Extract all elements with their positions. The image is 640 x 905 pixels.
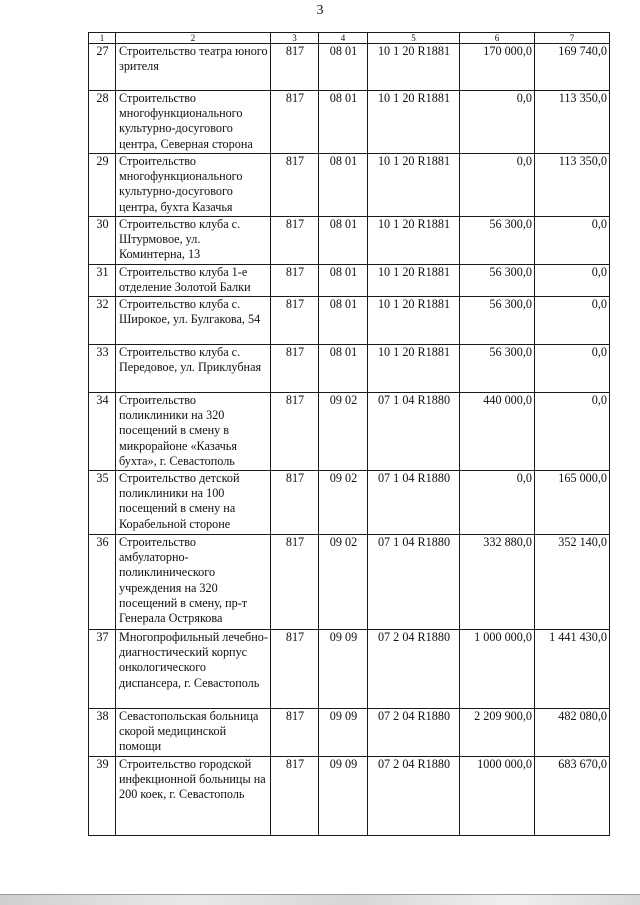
- ministry-code-cell: 817: [271, 709, 319, 757]
- row-number-cell: 28: [89, 91, 116, 154]
- ministry-code-cell: 817: [271, 217, 319, 265]
- section-code-cell: 08 01: [319, 345, 368, 393]
- amount-col6-cell: 56 300,0: [460, 345, 535, 393]
- table-row: [89, 709, 610, 757]
- table-header-row: [89, 33, 610, 44]
- amount-col6-cell: 170 000,0: [460, 44, 535, 91]
- table-row: [89, 44, 610, 91]
- amount-col7-cell: 0,0: [535, 393, 610, 471]
- target-article-cell: 07 1 04 R1880: [368, 393, 460, 471]
- table-row: [89, 393, 610, 471]
- section-code-cell: 08 01: [319, 265, 368, 297]
- target-article-cell: 10 1 20 R1881: [368, 297, 460, 345]
- amount-col6-cell: 56 300,0: [460, 217, 535, 265]
- amount-col7-cell: 683 670,0: [535, 757, 610, 836]
- object-name-cell: Многопрофильный лечебно-диагностический корпус онкологического диспансера, г. Севастополь: [116, 630, 271, 709]
- amount-col6-cell: 1 000 000,0: [460, 630, 535, 709]
- amount-col6-cell: 0,0: [460, 471, 535, 535]
- target-article-cell: 07 1 04 R1880: [368, 471, 460, 535]
- table-row: [89, 265, 610, 297]
- ministry-code-cell: 817: [271, 630, 319, 709]
- section-code-cell: 08 01: [319, 44, 368, 91]
- target-article-cell: 10 1 20 R1881: [368, 217, 460, 265]
- page-number: 3: [316, 3, 324, 18]
- row-number-cell: 35: [89, 471, 116, 535]
- section-code-cell: 09 02: [319, 535, 368, 630]
- column-header: 7: [535, 33, 610, 44]
- ministry-code-cell: 817: [271, 91, 319, 154]
- object-name-cell: Строительство многофункционального культурно-досугового центра, Северная сторона: [116, 91, 271, 154]
- row-number-cell: 27: [89, 44, 116, 91]
- amount-col6-cell: 56 300,0: [460, 265, 535, 297]
- object-name-cell: Строительство многофункционального культурно-досугового центра, бухта Казачья: [116, 154, 271, 217]
- amount-col7-cell: 165 000,0: [535, 471, 610, 535]
- column-header: 6: [460, 33, 535, 44]
- section-code-cell: 08 01: [319, 297, 368, 345]
- table-row: [89, 630, 610, 709]
- object-name-cell: Строительство городской инфекционной больницы на 200 коек, г. Севастополь: [116, 757, 271, 836]
- row-number-cell: 39: [89, 757, 116, 836]
- target-article-cell: 10 1 20 R1881: [368, 265, 460, 297]
- ministry-code-cell: 817: [271, 265, 319, 297]
- ministry-code-cell: 817: [271, 471, 319, 535]
- target-article-cell: 10 1 20 R1881: [368, 91, 460, 154]
- object-name-cell: Строительство клуба с. Передовое, ул. Приклубная: [116, 345, 271, 393]
- target-article-cell: 10 1 20 R1881: [368, 44, 460, 91]
- amount-col7-cell: 0,0: [535, 297, 610, 345]
- row-number-cell: 33: [89, 345, 116, 393]
- scan-edge-strip: [0, 894, 640, 905]
- amount-col6-cell: 440 000,0: [460, 393, 535, 471]
- object-name-cell: Севастопольская больница скорой медицинской помощи: [116, 709, 271, 757]
- target-article-cell: 07 2 04 R1880: [368, 709, 460, 757]
- table-row: [89, 471, 610, 535]
- amount-col6-cell: 2 209 900,0: [460, 709, 535, 757]
- table-row: [89, 91, 610, 154]
- amount-col6-cell: 1000 000,0: [460, 757, 535, 836]
- target-article-cell: 10 1 20 R1881: [368, 345, 460, 393]
- ministry-code-cell: 817: [271, 393, 319, 471]
- amount-col7-cell: 113 350,0: [535, 91, 610, 154]
- table-row: [89, 217, 610, 265]
- ministry-code-cell: 817: [271, 154, 319, 217]
- object-name-cell: Строительство театра юного зрителя: [116, 44, 271, 91]
- section-code-cell: 09 09: [319, 709, 368, 757]
- row-number-cell: 32: [89, 297, 116, 345]
- object-name-cell: Строительство детской поликлиники на 100 посещений в смену на Корабельной стороне: [116, 471, 271, 535]
- section-code-cell: 08 01: [319, 217, 368, 265]
- column-header: 1: [89, 33, 116, 44]
- ministry-code-cell: 817: [271, 535, 319, 630]
- table-row: [89, 297, 610, 345]
- object-name-cell: Строительство клуба с. Широкое, ул. Булгакова, 54: [116, 297, 271, 345]
- column-header: 5: [368, 33, 460, 44]
- target-article-cell: 10 1 20 R1881: [368, 154, 460, 217]
- object-name-cell: Строительство поликлиники на 320 посещений в смену в микрорайоне «Казачья бухта», г. Севастополь: [116, 393, 271, 471]
- target-article-cell: 07 1 04 R1880: [368, 535, 460, 630]
- ministry-code-cell: 817: [271, 297, 319, 345]
- section-code-cell: 09 09: [319, 757, 368, 836]
- target-article-cell: 07 2 04 R1880: [368, 757, 460, 836]
- row-number-cell: 36: [89, 535, 116, 630]
- amount-col7-cell: 0,0: [535, 265, 610, 297]
- table-row: [89, 154, 610, 217]
- object-name-cell: Строительство амбулаторно-поликлинического учреждения на 320 посещений в смену, пр-т Генерала Острякова: [116, 535, 271, 630]
- target-article-cell: 07 2 04 R1880: [368, 630, 460, 709]
- column-header: 4: [319, 33, 368, 44]
- column-header: 2: [116, 33, 271, 44]
- table-row: [89, 757, 610, 836]
- table-row: [89, 535, 610, 630]
- amount-col7-cell: 1 441 430,0: [535, 630, 610, 709]
- amount-col7-cell: 113 350,0: [535, 154, 610, 217]
- budget-table: [88, 32, 610, 836]
- row-number-cell: 31: [89, 265, 116, 297]
- object-name-cell: Строительство клуба 1-е отделение Золотой Балки: [116, 265, 271, 297]
- amount-col7-cell: 482 080,0: [535, 709, 610, 757]
- amount-col6-cell: 332 880,0: [460, 535, 535, 630]
- amount-col7-cell: 0,0: [535, 217, 610, 265]
- section-code-cell: 08 01: [319, 91, 368, 154]
- ministry-code-cell: 817: [271, 345, 319, 393]
- table-body: [89, 44, 610, 836]
- row-number-cell: 29: [89, 154, 116, 217]
- ministry-code-cell: 817: [271, 44, 319, 91]
- column-header: 3: [271, 33, 319, 44]
- row-number-cell: 30: [89, 217, 116, 265]
- amount-col7-cell: 352 140,0: [535, 535, 610, 630]
- section-code-cell: 09 09: [319, 630, 368, 709]
- section-code-cell: 09 02: [319, 393, 368, 471]
- amount-col7-cell: 169 740,0: [535, 44, 610, 91]
- amount-col7-cell: 0,0: [535, 345, 610, 393]
- row-number-cell: 37: [89, 630, 116, 709]
- scan-edge-line: [0, 894, 640, 895]
- row-number-cell: 38: [89, 709, 116, 757]
- ministry-code-cell: 817: [271, 757, 319, 836]
- row-number-cell: 34: [89, 393, 116, 471]
- amount-col6-cell: 56 300,0: [460, 297, 535, 345]
- amount-col6-cell: 0,0: [460, 91, 535, 154]
- table-row: [89, 345, 610, 393]
- section-code-cell: 08 01: [319, 154, 368, 217]
- amount-col6-cell: 0,0: [460, 154, 535, 217]
- object-name-cell: Строительство клуба с. Штурмовое, ул. Коминтерна, 13: [116, 217, 271, 265]
- section-code-cell: 09 02: [319, 471, 368, 535]
